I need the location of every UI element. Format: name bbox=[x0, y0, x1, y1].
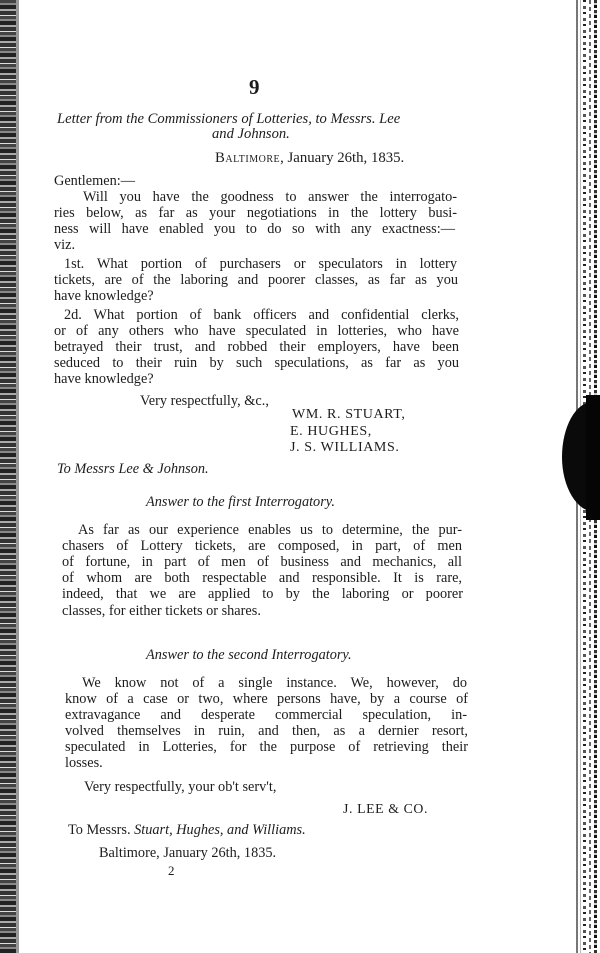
heading-line-1: Letter from the Commissioners of Lotteries, to Messrs. Lee bbox=[57, 111, 401, 127]
answer1-line-6: classes, for either tickets or shares. bbox=[62, 603, 261, 619]
signatory-1: WM. R. STUART, bbox=[292, 407, 406, 422]
scan-edge-left-shadow bbox=[16, 0, 19, 953]
body-line-4: viz. bbox=[54, 237, 76, 253]
answer1-line-1: As far as our experience enables us to determine, the pur- bbox=[78, 522, 462, 538]
reply-closing: Very respectfully, your ob't serv't, bbox=[84, 779, 277, 795]
addressee: To Messrs Lee & Johnson. bbox=[57, 461, 209, 477]
dateline bbox=[215, 150, 404, 167]
ink-blot-edge bbox=[586, 395, 600, 520]
answer1-line-5: indeed, that we are applied to by the laboring or poorer bbox=[62, 586, 463, 602]
heading-line-2: and Johnson. bbox=[212, 126, 290, 142]
reply-signatory: J. LEE & CO. bbox=[343, 801, 428, 816]
page-number: 9 bbox=[249, 75, 260, 99]
dateline-city: Baltimore bbox=[215, 150, 281, 166]
answer2-line-1: We know not of a single instance. We, however, do bbox=[82, 675, 467, 691]
question1-line-2: tickets, are of the laboring and poorer classes, as far as you bbox=[54, 272, 458, 288]
answer2-line-4: volved themselves in ruin, and then, as a dernier resort, bbox=[65, 723, 468, 739]
scan-edge-left bbox=[0, 0, 16, 953]
question2-line-2: or of any others who have speculated in lotteries, who have bbox=[54, 323, 459, 339]
answer2-line-5: speculated in Lotteries, for the purpose of retrieving their bbox=[65, 739, 468, 755]
signature-mark: 2 bbox=[168, 863, 175, 878]
salutation: Gentlemen:— bbox=[54, 173, 135, 189]
closing: Very respectfully, &c., bbox=[140, 393, 269, 409]
reply-addressee-prefix: To Messrs. bbox=[68, 822, 135, 838]
answer1-line-3: of fortune, in part of men of business and mechanics, all bbox=[62, 554, 462, 570]
answer2-line-2: know of a case or two, where persons have, by a course of bbox=[65, 691, 468, 707]
signatory-3: J. S. WILLIAMS. bbox=[290, 440, 400, 455]
body-line-3: ness will have enabled you to do so with any exactness:— bbox=[54, 221, 455, 237]
question1-line-1: 1st. What portion of purchasers or speculators in lottery bbox=[64, 256, 457, 272]
answer2-line-3: extravagance and desperate commercial speculation, in- bbox=[65, 707, 467, 723]
reply-addressee bbox=[68, 822, 306, 839]
question2-line-1: 2d. What portion of bank officers and confidential clerks, bbox=[64, 307, 459, 323]
question2-line-3: betrayed their trust, and robbed their employers, have been bbox=[54, 339, 459, 355]
answer1-line-4: of whom are both respectable and responsible. It is rare, bbox=[62, 570, 462, 586]
question1-line-3: have knowledge? bbox=[54, 288, 154, 304]
question2-line-5: have knowledge? bbox=[54, 371, 154, 387]
reply-date: Baltimore, January 26th, 1835. bbox=[99, 845, 277, 861]
question2-line-4: seduced to their ruin by such speculations, as far as you bbox=[54, 355, 459, 371]
answer1-line-2: chasers of Lottery tickets, are composed, in part, of men bbox=[62, 538, 462, 554]
answer1-title: Answer to the first Interrogatory. bbox=[146, 494, 335, 510]
dateline-date: , January 26th, 1835. bbox=[280, 150, 405, 166]
signatory-2: E. HUGHES, bbox=[290, 424, 372, 439]
answer2-title: Answer to the second Interrogatory. bbox=[146, 647, 352, 663]
reply-addressee-names: Stuart, Hughes, and Williams. bbox=[134, 822, 306, 838]
body-line-2: ries below, as far as your negotiations in the lottery busi- bbox=[54, 205, 457, 221]
answer2-line-6: losses. bbox=[65, 755, 103, 771]
body-line-1: Will you have the goodness to answer the interrogato- bbox=[83, 189, 457, 205]
